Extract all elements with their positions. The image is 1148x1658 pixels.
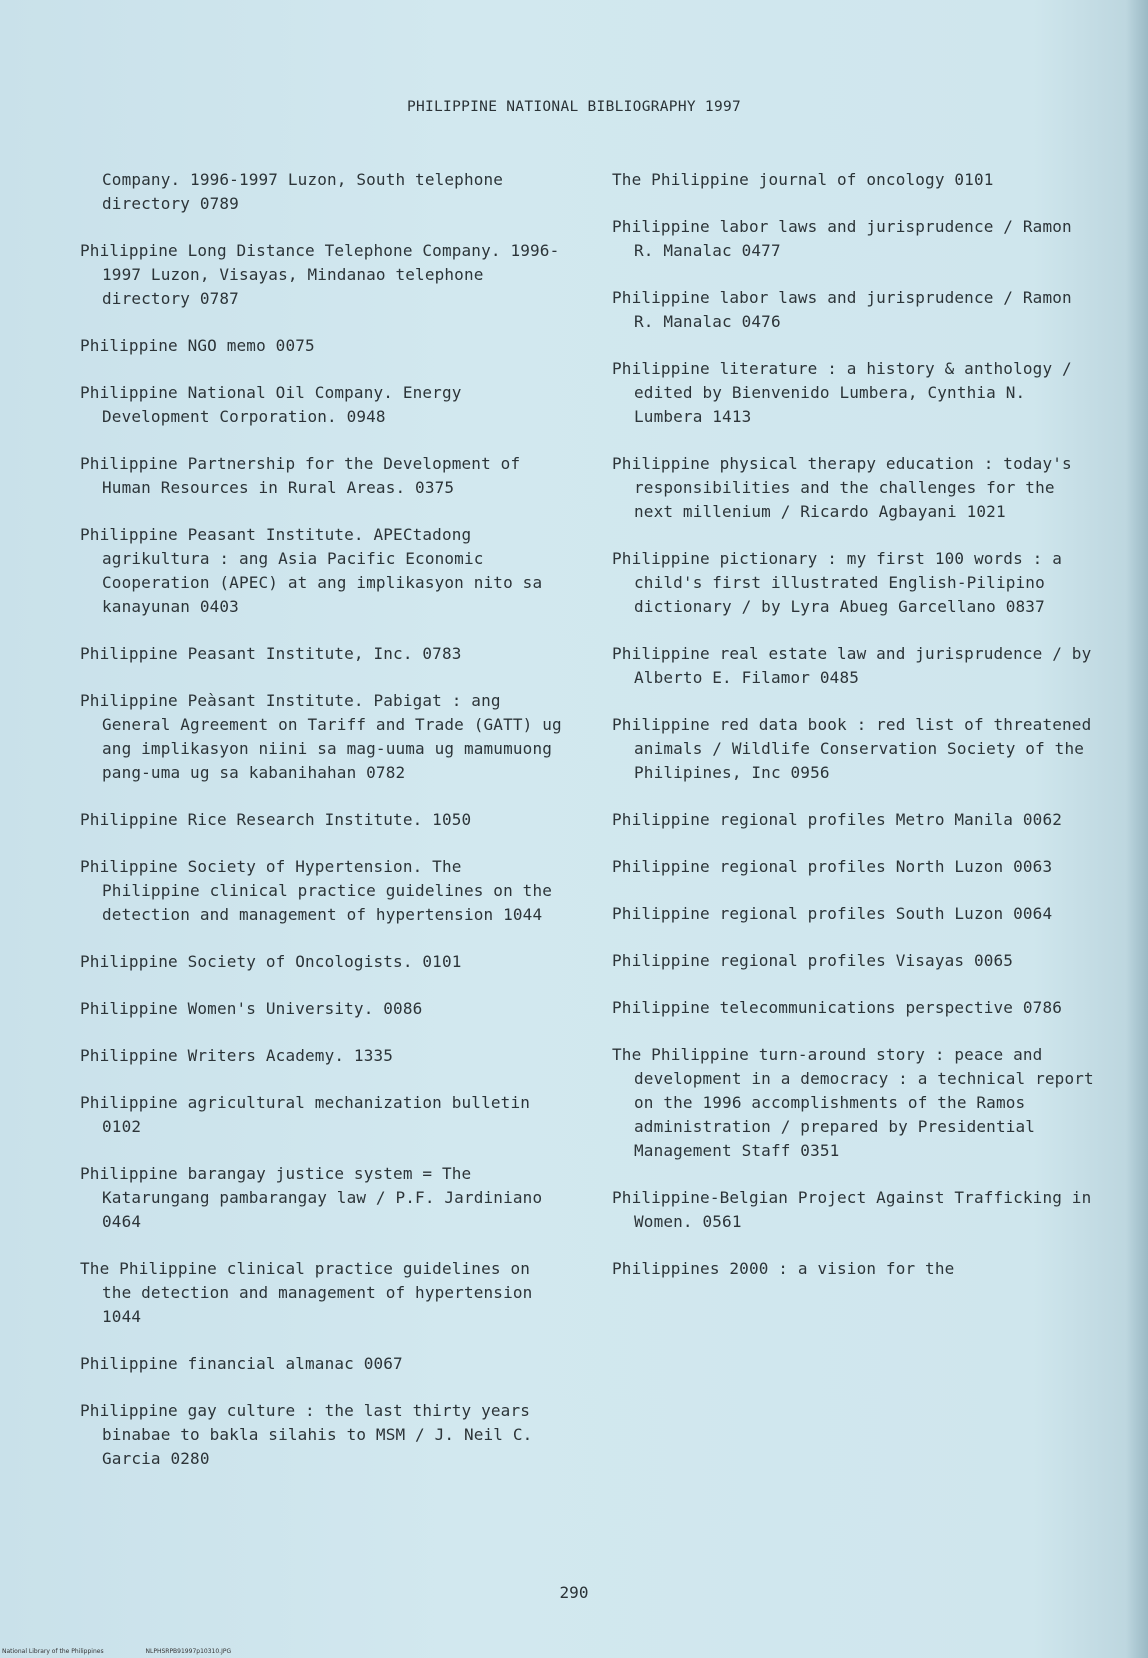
bibliography-entry: Philippine gay culture : the last thirty years binabae to bakla silahis to MSM / J. Neil C. Garcia 0280 [80,1401,533,1468]
bibliography-entry: Philippine NGO memo 0075 [80,336,315,355]
bibliography-entry: The Philippine journal of oncology 0101 [612,170,994,189]
bibliography-entry: Philippine Peasant Institute, Inc. 0783 [80,644,462,663]
bibliography-entry: Company. 1996-1997 Luzon, South telephone directory 0789 [102,170,504,213]
bibliography-entry: Philippine National Oil Company. Energy Development Corporation. 0948 [80,383,462,426]
left-column [80,168,565,1494]
bibliography-entry: Philippine Society of Oncologists. 0101 [80,952,462,971]
bibliography-entry: Philippine Long Distance Telephone Company. 1996-1997 Luzon, Visayas, Mindanao telephone directory 0787 [80,241,560,308]
bibliography-entry: Philippine regional profiles South Luzon 0064 [612,904,1053,923]
page-number: 290 [559,1583,589,1602]
bibliography-entry: Philippine agricultural mechanization bulletin 0102 [80,1093,531,1136]
bibliography-entry: Philippine barangay justice system = The Katarungang pambarangay law / P.F. Jardiniano 0464 [80,1164,543,1231]
page-edge-shadow [1126,0,1148,1658]
bibliography-entry: Philippine labor laws and jurisprudence / Ramon R. Manalac 0477 [612,217,1072,260]
bibliography-entry: Philippine Partnership for the Development of Human Resources in Rural Areas. 0375 [80,454,521,497]
bibliography-entry: Philippine Writers Academy. 1335 [80,1046,394,1065]
bibliography-entry: Philippines 2000 : a vision for the [612,1259,955,1278]
bibliography-entry: Philippine pictionary : my first 100 words : a child's first illustrated English-Pilipino dictionary / by Lyra Abueg Garcellano 0837 [612,549,1063,616]
bibliography-entry: Philippine literature : a history & anthology / edited by Bienvenido Lumbera, Cynthia N. Lumbera 1413 [612,359,1072,426]
bibliography-entry: Philippine Rice Research Institute. 1050 [80,810,472,829]
bibliography-entry: Philippine regional profiles North Luzon 0063 [612,857,1053,876]
right-column [612,168,1097,1304]
bibliography-entry: Philippine red data book : red list of threatened animals / Wildlife Conservation Society of the Philipines, Inc 0956 [612,715,1092,782]
bibliography-entry: Philippine Peasant Institute. APECtadong agrikultura : ang Asia Pacific Economic Cooperation (APEC) at ang implikasyon nito sa kanayunan 0403 [80,525,543,616]
bibliography-entry: The Philippine turn-around story : peace and development in a democracy : a technical report on the 1996 accomplishments of the Ramos administration / prepared by Presidential Management Staff 0351 [612,1045,1094,1160]
bibliography-entry: Philippine Peàsant Institute. Pabigat : ang General Agreement on Tariff and Trade (GATT) ug ang implikasyon niini sa mag-uuma ug mamumuong pang-uma ug sa kabanihahan 0782 [80,691,562,782]
footer-library: National Library of the Philippines [2,1648,104,1655]
bibliography-entry: The Philippine clinical practice guidelines on the detection and management of hypertension 1044 [80,1259,533,1326]
bibliography-entry: Philippine physical therapy education : today's responsibilities and the challenges for the next millenium / Ricardo Agbayani 1021 [612,454,1072,521]
bibliography-entry: Philippine labor laws and jurisprudence / Ramon R. Manalac 0476 [612,288,1072,331]
bibliography-entry: Philippine-Belgian Project Against Trafficking in Women. 0561 [612,1188,1092,1231]
page-title: PHILIPPINE NATIONAL BIBLIOGRAPHY 1997 [406,99,742,115]
bibliography-entry: Philippine real estate law and jurisprudence / by Alberto E. Filamor 0485 [612,644,1092,687]
bibliography-entry: Philippine telecommunications perspective 0786 [612,998,1063,1017]
bibliography-entry: Philippine regional profiles Visayas 0065 [612,951,1014,970]
scan-footer [2,1648,271,1655]
bibliography-entry: Philippine Society of Hypertension. The Philippine clinical practice guidelines on the detection and management of hypertension 1044 [80,857,553,924]
bibliography-entry: Philippine Women's University. 0086 [80,999,423,1018]
bibliography-entry: Philippine regional profiles Metro Manila 0062 [612,810,1063,829]
footer-file: NLPHSRPB91997p10310.JPG [145,1648,232,1655]
bibliography-entry: Philippine financial almanac 0067 [80,1354,403,1373]
